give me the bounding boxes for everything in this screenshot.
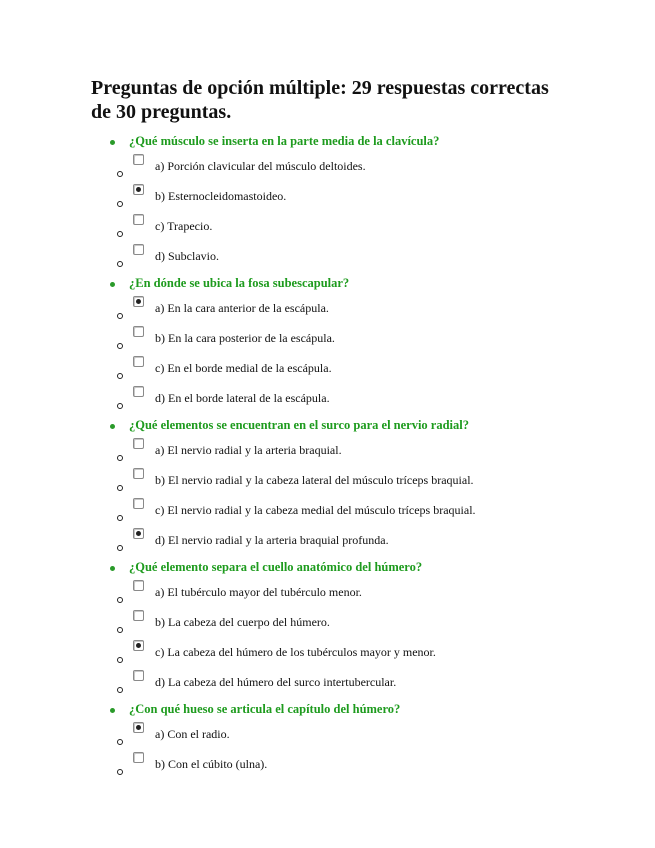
option-b [0, 468, 655, 498]
question-3 [0, 416, 655, 558]
question-header [0, 132, 655, 154]
question-bullet-icon [110, 282, 115, 287]
question-text: ¿En dónde se ubica la fosa subescapular? [129, 276, 350, 290]
option-label: c) El nervio radial y la cabeza medial del músculo tríceps braquial. [155, 503, 476, 517]
radio-button[interactable] [133, 610, 144, 621]
question-bullet-icon [110, 424, 115, 429]
option-bullet-icon [117, 455, 123, 461]
option-c [0, 640, 655, 670]
option-label: b) Esternocleidomastoideo. [155, 189, 287, 203]
option-label: d) Subclavio. [155, 249, 219, 263]
question-header [0, 700, 655, 722]
radio-button[interactable] [133, 386, 144, 397]
question-header [0, 274, 655, 296]
option-label: c) La cabeza del húmero de los tubérculos mayor y menor. [155, 645, 436, 659]
question-header [0, 416, 655, 438]
option-bullet-icon [117, 515, 123, 521]
radio-button[interactable] [133, 214, 144, 225]
option-d [0, 386, 655, 416]
question-bullet-icon [110, 140, 115, 145]
radio-button[interactable] [133, 184, 144, 195]
option-bullet-icon [117, 545, 123, 551]
option-bullet-icon [117, 313, 123, 319]
radio-button[interactable] [133, 326, 144, 337]
radio-button[interactable] [133, 670, 144, 681]
radio-button[interactable] [133, 498, 144, 509]
option-bullet-icon [117, 231, 123, 237]
option-label: d) El nervio radial y la arteria braquial profunda. [155, 533, 389, 547]
option-d [0, 670, 655, 700]
option-d [0, 244, 655, 274]
option-bullet-icon [117, 261, 123, 267]
radio-button[interactable] [133, 356, 144, 367]
question-5 [0, 700, 655, 782]
option-a [0, 438, 655, 468]
option-a [0, 154, 655, 184]
option-bullet-icon [117, 687, 123, 693]
option-label: a) Porción clavicular del músculo deltoides. [155, 159, 366, 173]
option-c [0, 498, 655, 528]
option-label: a) El tubérculo mayor del tubérculo menor. [155, 585, 362, 599]
question-list [0, 132, 655, 782]
radio-button[interactable] [133, 722, 144, 733]
option-a [0, 722, 655, 752]
option-c [0, 356, 655, 386]
option-bullet-icon [117, 343, 123, 349]
page-title: Preguntas de opción múltiple: 29 respuestas correctas de 30 preguntas. [91, 77, 549, 123]
option-bullet-icon [117, 769, 123, 775]
option-d [0, 528, 655, 558]
radio-button[interactable] [133, 580, 144, 591]
option-label: a) Con el radio. [155, 727, 230, 741]
option-c [0, 214, 655, 244]
question-bullet-icon [110, 566, 115, 571]
radio-button[interactable] [133, 640, 144, 651]
option-a [0, 580, 655, 610]
question-text: ¿Qué elementos se encuentran en el surco para el nervio radial? [129, 418, 470, 432]
option-bullet-icon [117, 403, 123, 409]
option-list [0, 580, 655, 700]
option-b [0, 184, 655, 214]
option-list [0, 296, 655, 416]
option-list [0, 438, 655, 558]
option-bullet-icon [117, 657, 123, 663]
option-b [0, 326, 655, 356]
option-label: c) En el borde medial de la escápula. [155, 361, 332, 375]
option-bullet-icon [117, 485, 123, 491]
option-label: b) La cabeza del cuerpo del húmero. [155, 615, 330, 629]
radio-button[interactable] [133, 296, 144, 307]
question-4 [0, 558, 655, 700]
option-label: d) La cabeza del húmero del surco intertubercular. [155, 675, 397, 689]
radio-button[interactable] [133, 438, 144, 449]
option-b [0, 610, 655, 640]
radio-button[interactable] [133, 154, 144, 165]
radio-button[interactable] [133, 244, 144, 255]
option-a [0, 296, 655, 326]
option-label: a) El nervio radial y la arteria braquial. [155, 443, 342, 457]
radio-button[interactable] [133, 468, 144, 479]
option-label: b) Con el cúbito (ulna). [155, 757, 268, 771]
option-bullet-icon [117, 171, 123, 177]
option-bullet-icon [117, 373, 123, 379]
option-bullet-icon [117, 597, 123, 603]
option-b [0, 752, 655, 782]
option-label: a) En la cara anterior de la escápula. [155, 301, 329, 315]
option-bullet-icon [117, 739, 123, 745]
question-header [0, 558, 655, 580]
option-list [0, 154, 655, 274]
option-bullet-icon [117, 627, 123, 633]
question-2 [0, 274, 655, 416]
question-text: ¿Con qué hueso se articula el capítulo del húmero? [129, 702, 401, 716]
option-list [0, 722, 655, 782]
question-text: ¿Qué músculo se inserta en la parte media de la clavícula? [129, 134, 440, 148]
radio-button[interactable] [133, 528, 144, 539]
option-label: b) El nervio radial y la cabeza lateral del músculo tríceps braquial. [155, 473, 474, 487]
question-bullet-icon [110, 708, 115, 713]
option-bullet-icon [117, 201, 123, 207]
question-1 [0, 132, 655, 274]
option-label: d) En el borde lateral de la escápula. [155, 391, 330, 405]
option-label: c) Trapecio. [155, 219, 213, 233]
option-label: b) En la cara posterior de la escápula. [155, 331, 335, 345]
question-text: ¿Qué elemento separa el cuello anatómico del húmero? [129, 560, 423, 574]
radio-button[interactable] [133, 752, 144, 763]
